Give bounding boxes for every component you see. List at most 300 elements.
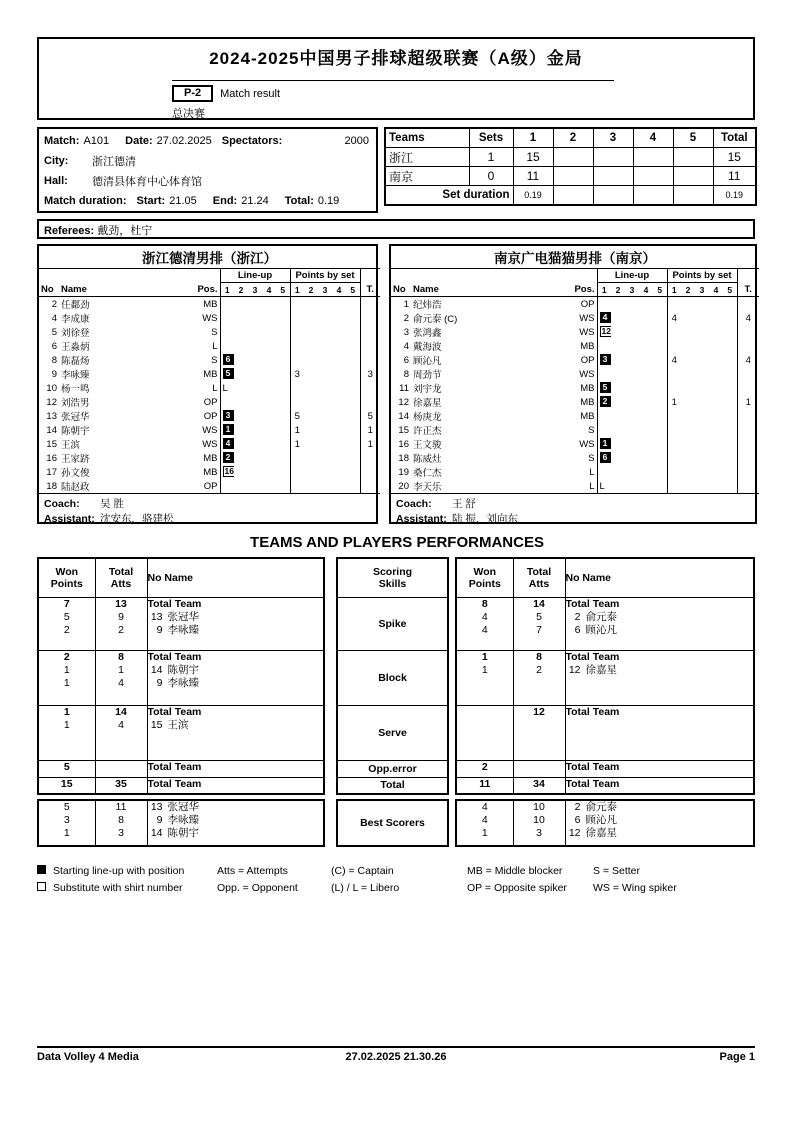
won-points-header	[38, 558, 95, 598]
points-cell	[332, 423, 346, 437]
points-total	[360, 325, 380, 339]
lineup-cell	[248, 479, 262, 494]
player-number: 17	[46, 466, 57, 478]
skill-label: Opp.error	[337, 761, 448, 778]
won-points-value: 15	[60, 778, 73, 790]
total-atts-cell	[95, 706, 147, 761]
lineup-cell	[625, 395, 639, 409]
player-position: S	[184, 325, 220, 339]
player-position: MB	[557, 381, 597, 395]
scorer-number: 13	[150, 611, 163, 623]
player-number: 2	[51, 298, 57, 310]
points-cell	[318, 325, 332, 339]
roster-home-team	[37, 244, 378, 524]
points-cell	[695, 311, 709, 325]
no-name-cell	[565, 651, 754, 706]
lineup-cell	[611, 465, 625, 479]
total-atts-cell	[513, 651, 565, 706]
points-set-number: 4	[332, 283, 346, 297]
lineup-cell	[639, 479, 653, 494]
lineup-cell	[234, 479, 248, 494]
legend-symbol-cell	[37, 865, 53, 877]
points-set-number: 5	[723, 283, 737, 297]
points-cell	[304, 381, 318, 395]
starting-position-marker: 2	[600, 396, 611, 407]
lineup-cell	[220, 325, 234, 339]
points-total	[360, 353, 380, 367]
points-set1	[667, 381, 681, 395]
date-label: Date:	[125, 135, 153, 147]
player-position: MB	[184, 297, 220, 312]
coach-cell	[39, 494, 380, 529]
no-name-line	[148, 827, 324, 840]
points-cell	[723, 297, 737, 312]
points-set1: 1	[294, 424, 300, 436]
score-table	[384, 127, 757, 206]
assistant-label: Assistant:	[44, 513, 95, 525]
points-set1	[290, 353, 304, 367]
lineup-cell	[220, 353, 234, 367]
points-set-number: 1	[667, 283, 681, 297]
set-points	[593, 167, 633, 186]
won-points-cell	[456, 761, 513, 778]
roster-subheader-row	[39, 269, 380, 283]
player-position: OP	[184, 409, 220, 423]
player-name: 刘宇龙	[413, 384, 442, 395]
player-position: WS	[184, 437, 220, 451]
set-points	[633, 167, 673, 186]
points-set1	[667, 465, 681, 479]
lineup-cell	[625, 367, 639, 381]
lineup-cell	[639, 325, 653, 339]
points-cell	[304, 325, 318, 339]
player-row	[39, 367, 380, 381]
points-cell	[332, 437, 346, 451]
player-number: 2	[403, 312, 409, 324]
player-number: 6	[403, 354, 409, 366]
score-header: 1	[513, 128, 553, 148]
lineup-cell	[653, 381, 667, 395]
won-points-header-text: Won Points	[50, 566, 83, 590]
total-team-label: Total Team	[565, 706, 620, 718]
points-cell	[723, 353, 737, 367]
filled-square-icon	[37, 865, 46, 874]
lineup-cell	[276, 409, 290, 423]
player-name: 李咏臻	[61, 370, 90, 381]
player-name: 王淼炳	[61, 342, 90, 353]
skill-label-row	[337, 706, 448, 761]
player-number: 11	[399, 382, 409, 394]
score-row	[385, 148, 756, 167]
points-cell	[318, 465, 332, 479]
substitute-shirt-marker: 12	[601, 326, 611, 337]
points-cell	[332, 311, 346, 325]
lineup-cell	[639, 297, 653, 312]
lineup-cell	[276, 381, 290, 395]
start-value: 21.05	[169, 195, 197, 207]
scorer-name: 陈朝宇	[167, 827, 199, 839]
player-position: MB	[557, 395, 597, 409]
player-name: 杨庚龙	[413, 412, 442, 423]
lineup-set-number: 2	[611, 283, 625, 297]
player-number: 20	[398, 480, 409, 492]
points-cell	[695, 423, 709, 437]
title-box	[37, 37, 755, 120]
legend-item: OP = Opposite spiker	[467, 881, 567, 894]
set-duration-value	[553, 186, 593, 206]
no-name-cell	[147, 800, 324, 846]
player-name: 李天乐	[413, 482, 442, 493]
starting-position-marker: 4	[600, 312, 611, 323]
points-cell	[709, 465, 723, 479]
total-team-label: Total Team	[147, 651, 202, 663]
lineup-cell	[248, 339, 262, 353]
points-set1: 5	[294, 410, 300, 422]
points-cell	[304, 409, 318, 423]
lineup-cell	[611, 311, 625, 325]
player-number: 8	[403, 368, 409, 380]
total-team-label: Total Team	[565, 598, 620, 610]
lineup-cell	[639, 437, 653, 451]
lineup-cell	[262, 395, 276, 409]
lineup-cell	[234, 409, 248, 423]
player-position: OP	[557, 297, 597, 312]
no-name-header: No Name	[565, 558, 754, 598]
points-total	[360, 465, 380, 479]
lineup-cell	[597, 465, 611, 479]
points-cell	[332, 353, 346, 367]
lineup-cell	[262, 465, 276, 479]
match-info-line-4	[44, 191, 371, 211]
no-name-line	[148, 611, 324, 624]
points-total	[737, 451, 759, 465]
total-atts-value: 13	[115, 598, 127, 610]
points-cell	[695, 437, 709, 451]
points-set-number: 5	[346, 283, 360, 297]
skill-label: Serve	[337, 706, 448, 761]
won-points-value: 8	[481, 598, 488, 610]
lineup-cell	[262, 367, 276, 381]
no-name-line	[566, 761, 754, 774]
total-atts-cell	[513, 778, 565, 794]
points-cell	[695, 381, 709, 395]
total-atts-value: 1	[118, 664, 124, 676]
player-name: 陆赵政	[61, 482, 90, 493]
empty-square-icon	[37, 882, 46, 891]
points-set1: 4	[671, 354, 677, 366]
total-atts-value: 10	[533, 814, 545, 826]
points-cell	[346, 339, 360, 353]
performances-header-row	[38, 558, 324, 598]
total-atts-cell	[513, 761, 565, 778]
lineup-cell	[625, 311, 639, 325]
lineup-cell	[262, 437, 276, 451]
coach-cell	[391, 494, 759, 529]
total-atts-value: 2	[536, 664, 542, 676]
player-row	[391, 339, 759, 353]
lineup-set-number: 1	[597, 283, 611, 297]
roster-table	[39, 246, 380, 528]
points-cell	[681, 325, 695, 339]
start-label: Start:	[136, 195, 166, 207]
points-cell	[346, 367, 360, 381]
lineup-cell	[248, 353, 262, 367]
lineup-cell	[262, 339, 276, 353]
lineup-cell	[597, 367, 611, 381]
lineup-cell	[248, 437, 262, 451]
total-atts-cell	[513, 800, 565, 846]
points-cell	[332, 479, 346, 494]
coach-row	[391, 494, 759, 529]
points-cell	[709, 353, 723, 367]
points-total	[360, 395, 380, 409]
points-cell	[681, 423, 695, 437]
points-cell	[723, 395, 737, 409]
coach-line	[44, 496, 375, 511]
total-atts-value	[514, 761, 565, 774]
player-row	[39, 311, 380, 325]
total-atts-value: 4	[118, 719, 124, 731]
scorer-name: 张冠华	[167, 611, 199, 623]
performances-away-table	[455, 557, 755, 795]
player-number: 18	[46, 480, 57, 492]
points-cell	[723, 423, 737, 437]
score-header: Teams	[385, 128, 469, 148]
lineup-cell	[625, 437, 639, 451]
legend-symbol-cell	[37, 882, 53, 894]
points-cell	[318, 339, 332, 353]
player-number: 9	[51, 368, 57, 380]
team-title: 南京广电猫猫男排（南京）	[391, 246, 759, 269]
lineup-cell	[276, 395, 290, 409]
libero-marker: L	[222, 382, 228, 394]
lineup-cell	[262, 451, 276, 465]
set-points: 15	[513, 148, 553, 167]
coach-name: 王 舒	[452, 498, 476, 510]
player-row	[391, 297, 759, 312]
won-points-value: 2	[63, 624, 70, 636]
skill-group-row-serve	[38, 706, 324, 761]
player-row	[39, 353, 380, 367]
points-cell	[304, 465, 318, 479]
player-number: 14	[46, 424, 57, 436]
points-cell	[681, 409, 695, 423]
team-title-row	[391, 246, 759, 269]
points-cell	[709, 297, 723, 312]
performances-header-row	[456, 558, 754, 598]
points-total	[737, 437, 759, 451]
total-atts-value: 9	[118, 611, 124, 623]
total-atts-value: 3	[536, 827, 542, 839]
no-name-cell	[565, 761, 754, 778]
hall-value: 德清县体育中心体育馆	[92, 176, 202, 188]
lineup-cell	[653, 479, 667, 494]
no-name-line	[566, 624, 754, 637]
no-name-line	[566, 611, 754, 624]
total-team-label: Total Team	[147, 761, 202, 773]
lineup-cell	[625, 353, 639, 367]
roster-subheader-row	[391, 269, 759, 283]
lineup-set-number: 3	[248, 283, 262, 297]
points-set1	[667, 409, 681, 423]
no-name-cell	[565, 706, 754, 761]
total-atts-value: 8	[536, 651, 542, 663]
lineup-cell	[262, 409, 276, 423]
team-title-row	[39, 246, 380, 269]
lineup-cell	[653, 367, 667, 381]
points-set1	[667, 367, 681, 381]
scorer-name: 顾沁凡	[585, 624, 617, 636]
total-team-label: Total Team	[147, 598, 202, 610]
player-number: 14	[398, 410, 409, 422]
won-points-cell	[456, 598, 513, 651]
lineup-cell	[234, 423, 248, 437]
won-points-cell	[38, 651, 95, 706]
lineup-set-number: 4	[262, 283, 276, 297]
lineup-cell	[625, 423, 639, 437]
player-row	[39, 339, 380, 353]
lineup-cell	[220, 381, 234, 395]
points-cell	[695, 325, 709, 339]
total-atts-cell	[513, 598, 565, 651]
roster-column-header-row	[39, 283, 380, 297]
total-atts-value: 14	[533, 598, 545, 610]
no-name-line	[566, 778, 754, 791]
points-cell	[695, 353, 709, 367]
player-row	[391, 479, 759, 494]
lineup-cell	[597, 423, 611, 437]
points-cell	[695, 479, 709, 494]
won-points-header-text: Won Points	[468, 566, 501, 590]
lineup-cell	[248, 325, 262, 339]
points-cell	[709, 381, 723, 395]
scorer-number: 14	[150, 664, 163, 676]
won-points-value: 4	[481, 814, 488, 826]
points-total	[737, 423, 759, 437]
lineup-cell	[653, 409, 667, 423]
lineup-cell	[234, 381, 248, 395]
skill-group-row-total	[38, 778, 324, 794]
player-position: S	[557, 451, 597, 465]
player-position: MB	[557, 339, 597, 353]
won-points-value: 2	[63, 651, 70, 663]
no-name-line	[148, 801, 324, 814]
scorer-number: 12	[568, 664, 581, 676]
lineup-cell	[262, 381, 276, 395]
match-info-line-1	[44, 131, 371, 151]
scoring-skills-column	[336, 557, 449, 795]
total-atts-header	[513, 558, 565, 598]
no-header: No	[391, 283, 411, 297]
lineup-cell	[234, 325, 248, 339]
player-number: 4	[403, 340, 409, 352]
lineup-cell	[597, 339, 611, 353]
lineup-cell	[276, 339, 290, 353]
team-name: 浙江	[385, 148, 469, 167]
no-name-line	[148, 598, 324, 611]
pos-header: Pos.	[184, 283, 220, 297]
legend-item: WS = Wing spiker	[593, 881, 677, 894]
referee-names: 戴劲，杜宁	[97, 225, 153, 237]
points-cell	[332, 339, 346, 353]
no-name-line	[148, 706, 324, 719]
player-row	[391, 381, 759, 395]
player-row	[391, 395, 759, 409]
won-points-value: 2	[481, 761, 488, 773]
scorer-name: 俞元泰	[585, 611, 617, 623]
team-name: 南京	[385, 167, 469, 186]
points-total	[737, 339, 759, 353]
assistant-names: 沈安东，骆建松	[100, 513, 174, 525]
points-cell	[346, 395, 360, 409]
footer-timestamp: 27.02.2025 21.30.26	[345, 1051, 447, 1063]
lineup-cell	[611, 325, 625, 339]
points-total	[360, 297, 380, 312]
report-code: P-2	[172, 85, 213, 102]
lineup-cell	[248, 423, 262, 437]
skill-label: Total	[337, 778, 448, 794]
won-points-value: 1	[481, 664, 488, 676]
won-points-cell	[456, 706, 513, 761]
skill-group-row-spike	[456, 598, 754, 651]
scorer-number: 6	[574, 624, 581, 636]
name-header: Name	[59, 283, 184, 297]
player-number: 19	[398, 466, 409, 478]
points-set1: 4	[671, 312, 677, 324]
total-atts-cell	[95, 778, 147, 794]
lineup-cell	[276, 479, 290, 494]
match-info-line-2	[44, 151, 371, 171]
scorer-number: 2	[574, 801, 581, 813]
assistant-line	[44, 511, 375, 526]
lineup-cell	[639, 339, 653, 353]
won-points-value: 1	[481, 651, 488, 663]
won-points-cell	[38, 598, 95, 651]
starting-position-marker: 6	[600, 452, 611, 463]
lineup-set-number: 4	[639, 283, 653, 297]
points-cell	[681, 339, 695, 353]
points-cell	[332, 465, 346, 479]
points-by-set-header: Points by set	[667, 269, 737, 283]
points-set1	[667, 437, 681, 451]
set-points	[633, 148, 673, 167]
lineup-cell	[220, 297, 234, 312]
no-name-line	[148, 761, 324, 774]
points-total	[737, 325, 759, 339]
lineup-set-number: 2	[234, 283, 248, 297]
player-name: 周劲节	[413, 370, 442, 381]
spectators-label: Spectators:	[221, 135, 283, 147]
lineup-cell	[276, 437, 290, 451]
points-cell	[346, 409, 360, 423]
player-position: WS	[557, 325, 597, 339]
scorer-number: 2	[574, 611, 581, 623]
lineup-cell	[653, 339, 667, 353]
coach-label: Coach:	[396, 498, 432, 510]
player-position: WS	[184, 311, 220, 325]
points-cell	[318, 395, 332, 409]
lineup-cell	[639, 311, 653, 325]
best-scorers-away-table	[455, 799, 755, 847]
player-number: 3	[403, 326, 409, 338]
player-position: L	[557, 465, 597, 479]
player-row	[391, 423, 759, 437]
footer-page-number: Page 1	[719, 1051, 755, 1063]
player-number: 15	[398, 424, 409, 436]
lineup-cell	[248, 311, 262, 325]
lineup-cell	[248, 395, 262, 409]
scorer-name: 顾沁凡	[585, 814, 617, 826]
